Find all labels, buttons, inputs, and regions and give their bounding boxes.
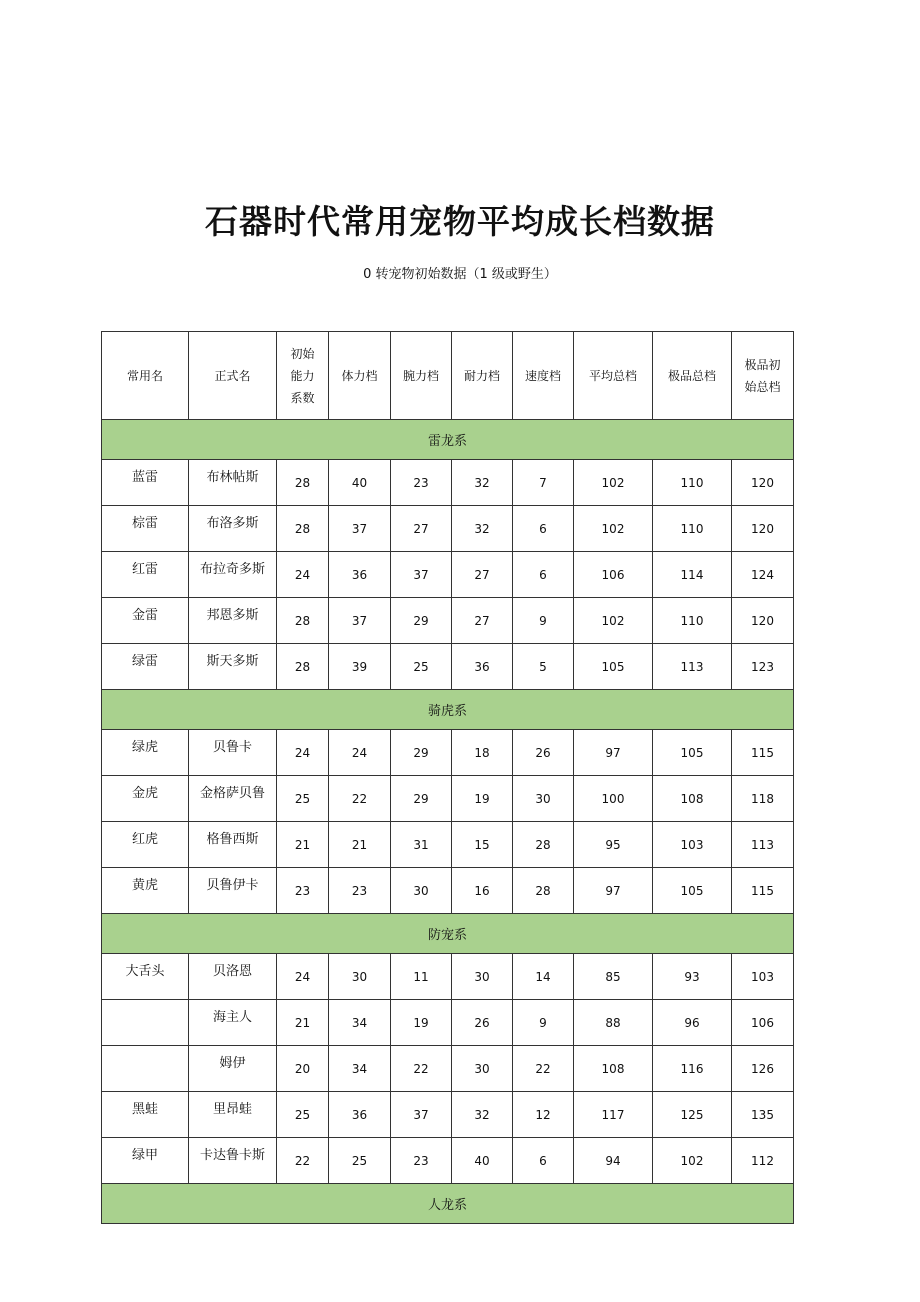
- table-row: [102, 644, 794, 690]
- stat-cell: 102: [653, 1138, 732, 1184]
- table-body: [102, 420, 794, 1224]
- stat-cell: 40: [452, 1138, 513, 1184]
- col-header-atk: 腕力档: [391, 332, 452, 420]
- stat-cell: 110: [653, 460, 732, 506]
- stat-cell: 5: [513, 644, 574, 690]
- group-row: [102, 1184, 794, 1224]
- stat-cell: 30: [452, 954, 513, 1000]
- stat-cell: 102: [574, 506, 653, 552]
- stat-cell: 28: [277, 598, 329, 644]
- table-row: [102, 598, 794, 644]
- col-header-formal-name: 正式名: [189, 332, 277, 420]
- stat-cell: 95: [574, 822, 653, 868]
- stat-cell: 12: [513, 1092, 574, 1138]
- stat-cell: 105: [574, 644, 653, 690]
- formal-name-cell: 里昂蛙: [189, 1092, 277, 1138]
- stat-cell: 28: [277, 506, 329, 552]
- stat-cell: 22: [329, 776, 391, 822]
- stat-cell: 105: [653, 868, 732, 914]
- common-name-cell: 金雷: [102, 598, 189, 644]
- common-name-cell: 绿雷: [102, 644, 189, 690]
- stat-cell: 6: [513, 552, 574, 598]
- stat-cell: 108: [653, 776, 732, 822]
- col-header-def: 耐力档: [452, 332, 513, 420]
- stat-cell: 36: [329, 552, 391, 598]
- stat-cell: 32: [452, 460, 513, 506]
- stat-cell: 36: [329, 1092, 391, 1138]
- group-label: 雷龙系: [102, 420, 794, 460]
- stat-cell: 24: [277, 730, 329, 776]
- common-name-cell: [102, 1000, 189, 1046]
- stat-cell: 21: [277, 822, 329, 868]
- group-row: [102, 914, 794, 954]
- stat-cell: 113: [732, 822, 794, 868]
- formal-name-cell: 布林帖斯: [189, 460, 277, 506]
- table-row: [102, 1046, 794, 1092]
- stat-cell: 115: [732, 868, 794, 914]
- stat-cell: 126: [732, 1046, 794, 1092]
- stat-cell: 23: [277, 868, 329, 914]
- table-row: [102, 730, 794, 776]
- common-name-cell: 红虎: [102, 822, 189, 868]
- formal-name-cell: 贝洛恩: [189, 954, 277, 1000]
- stat-cell: 85: [574, 954, 653, 1000]
- stat-cell: 39: [329, 644, 391, 690]
- header-line: 系数: [290, 390, 315, 405]
- formal-name-cell: 布洛多斯: [189, 506, 277, 552]
- common-name-cell: 绿甲: [102, 1138, 189, 1184]
- stat-cell: 28: [277, 460, 329, 506]
- header-line: 极品初: [744, 357, 781, 372]
- table-row: [102, 868, 794, 914]
- stat-cell: 22: [513, 1046, 574, 1092]
- formal-name-cell: 姆伊: [189, 1046, 277, 1092]
- pet-growth-table: [101, 331, 794, 1224]
- stat-cell: 40: [329, 460, 391, 506]
- formal-name-cell: 邦恩多斯: [189, 598, 277, 644]
- group-row: [102, 690, 794, 730]
- formal-name-cell: 贝鲁伊卡: [189, 868, 277, 914]
- formal-name-cell: 卡达鲁卡斯: [189, 1138, 277, 1184]
- stat-cell: 37: [329, 598, 391, 644]
- stat-cell: 102: [574, 598, 653, 644]
- table-row: [102, 460, 794, 506]
- stat-cell: 29: [391, 776, 452, 822]
- stat-cell: 25: [391, 644, 452, 690]
- stat-cell: 26: [513, 730, 574, 776]
- stat-cell: 30: [513, 776, 574, 822]
- header-line: 初始: [290, 346, 315, 361]
- col-header-initial-coef: [277, 332, 329, 420]
- stat-cell: 30: [452, 1046, 513, 1092]
- header-row: [102, 332, 794, 420]
- stat-cell: 116: [653, 1046, 732, 1092]
- common-name-cell: 大舌头: [102, 954, 189, 1000]
- stat-cell: 108: [574, 1046, 653, 1092]
- stat-cell: 21: [329, 822, 391, 868]
- common-name-cell: 黄虎: [102, 868, 189, 914]
- stat-cell: 32: [452, 506, 513, 552]
- common-name-cell: 金虎: [102, 776, 189, 822]
- stat-cell: 105: [653, 730, 732, 776]
- stat-cell: 88: [574, 1000, 653, 1046]
- stat-cell: 6: [513, 506, 574, 552]
- col-header-common-name: 常用名: [102, 332, 189, 420]
- formal-name-cell: 海主人: [189, 1000, 277, 1046]
- table-row: [102, 776, 794, 822]
- formal-name-cell: 布拉奇多斯: [189, 552, 277, 598]
- stat-cell: 22: [277, 1138, 329, 1184]
- stat-cell: 27: [391, 506, 452, 552]
- stat-cell: 113: [653, 644, 732, 690]
- group-row: [102, 420, 794, 460]
- stat-cell: 112: [732, 1138, 794, 1184]
- common-name-cell: 棕雷: [102, 506, 189, 552]
- stat-cell: 24: [329, 730, 391, 776]
- stat-cell: 36: [452, 644, 513, 690]
- group-label: 人龙系: [102, 1184, 794, 1224]
- stat-cell: 124: [732, 552, 794, 598]
- stat-cell: 106: [732, 1000, 794, 1046]
- stat-cell: 97: [574, 868, 653, 914]
- stat-cell: 9: [513, 598, 574, 644]
- stat-cell: 24: [277, 954, 329, 1000]
- stat-cell: 37: [391, 1092, 452, 1138]
- stat-cell: 28: [513, 822, 574, 868]
- stat-cell: 115: [732, 730, 794, 776]
- formal-name-cell: 斯天多斯: [189, 644, 277, 690]
- stat-cell: 11: [391, 954, 452, 1000]
- stat-cell: 135: [732, 1092, 794, 1138]
- stat-cell: 23: [329, 868, 391, 914]
- stat-cell: 100: [574, 776, 653, 822]
- stat-cell: 26: [452, 1000, 513, 1046]
- stat-cell: 16: [452, 868, 513, 914]
- page-title: 石器时代常用宠物平均成长档数据: [205, 202, 715, 241]
- formal-name-cell: 格鲁西斯: [189, 822, 277, 868]
- stat-cell: 120: [732, 506, 794, 552]
- stat-cell: 37: [329, 506, 391, 552]
- stat-cell: 30: [329, 954, 391, 1000]
- stat-cell: 37: [391, 552, 452, 598]
- stat-cell: 19: [452, 776, 513, 822]
- table-row: [102, 506, 794, 552]
- stat-cell: 28: [513, 868, 574, 914]
- header-line: 始总档: [744, 379, 781, 394]
- stat-cell: 29: [391, 730, 452, 776]
- group-label: 防宠系: [102, 914, 794, 954]
- stat-cell: 18: [452, 730, 513, 776]
- stat-cell: 120: [732, 460, 794, 506]
- table-row: [102, 954, 794, 1000]
- stat-cell: 31: [391, 822, 452, 868]
- header-line: 能力: [290, 368, 315, 383]
- stat-cell: 7: [513, 460, 574, 506]
- stat-cell: 6: [513, 1138, 574, 1184]
- col-header-hp: 体力档: [329, 332, 391, 420]
- col-header-avg-total: 平均总档: [574, 332, 653, 420]
- stat-cell: 30: [391, 868, 452, 914]
- stat-cell: 93: [653, 954, 732, 1000]
- stat-cell: 125: [653, 1092, 732, 1138]
- col-header-best-initial-total: [732, 332, 794, 420]
- common-name-cell: 红雷: [102, 552, 189, 598]
- group-label: 骑虎系: [102, 690, 794, 730]
- stat-cell: 23: [391, 1138, 452, 1184]
- stat-cell: 9: [513, 1000, 574, 1046]
- stat-cell: 118: [732, 776, 794, 822]
- stat-cell: 114: [653, 552, 732, 598]
- stat-cell: 96: [653, 1000, 732, 1046]
- stat-cell: 21: [277, 1000, 329, 1046]
- stat-cell: 110: [653, 598, 732, 644]
- stat-cell: 27: [452, 552, 513, 598]
- common-name-cell: 绿虎: [102, 730, 189, 776]
- stat-cell: 117: [574, 1092, 653, 1138]
- formal-name-cell: 金格萨贝鲁: [189, 776, 277, 822]
- stat-cell: 25: [277, 776, 329, 822]
- common-name-cell: [102, 1046, 189, 1092]
- stat-cell: 25: [329, 1138, 391, 1184]
- stat-cell: 94: [574, 1138, 653, 1184]
- formal-name-cell: 贝鲁卡: [189, 730, 277, 776]
- stat-cell: 14: [513, 954, 574, 1000]
- stat-cell: 102: [574, 460, 653, 506]
- stat-cell: 123: [732, 644, 794, 690]
- stat-cell: 97: [574, 730, 653, 776]
- stat-cell: 22: [391, 1046, 452, 1092]
- stat-cell: 25: [277, 1092, 329, 1138]
- stat-cell: 23: [391, 460, 452, 506]
- stat-cell: 19: [391, 1000, 452, 1046]
- stat-cell: 34: [329, 1046, 391, 1092]
- stat-cell: 29: [391, 598, 452, 644]
- stat-cell: 20: [277, 1046, 329, 1092]
- stat-cell: 34: [329, 1000, 391, 1046]
- stat-cell: 15: [452, 822, 513, 868]
- stat-cell: 103: [653, 822, 732, 868]
- table-row: [102, 1000, 794, 1046]
- table-row: [102, 1138, 794, 1184]
- stat-cell: 120: [732, 598, 794, 644]
- table-row: [102, 822, 794, 868]
- stat-cell: 32: [452, 1092, 513, 1138]
- stat-cell: 28: [277, 644, 329, 690]
- table-row: [102, 552, 794, 598]
- stat-cell: 106: [574, 552, 653, 598]
- stat-cell: 27: [452, 598, 513, 644]
- stat-cell: 103: [732, 954, 794, 1000]
- common-name-cell: 黑蛙: [102, 1092, 189, 1138]
- stat-cell: 24: [277, 552, 329, 598]
- stat-cell: 110: [653, 506, 732, 552]
- table-row: [102, 1092, 794, 1138]
- page-subtitle: 0 转宠物初始数据（1 级或野生）: [363, 267, 557, 282]
- common-name-cell: 蓝雷: [102, 460, 189, 506]
- col-header-best-total: 极品总档: [653, 332, 732, 420]
- col-header-spd: 速度档: [513, 332, 574, 420]
